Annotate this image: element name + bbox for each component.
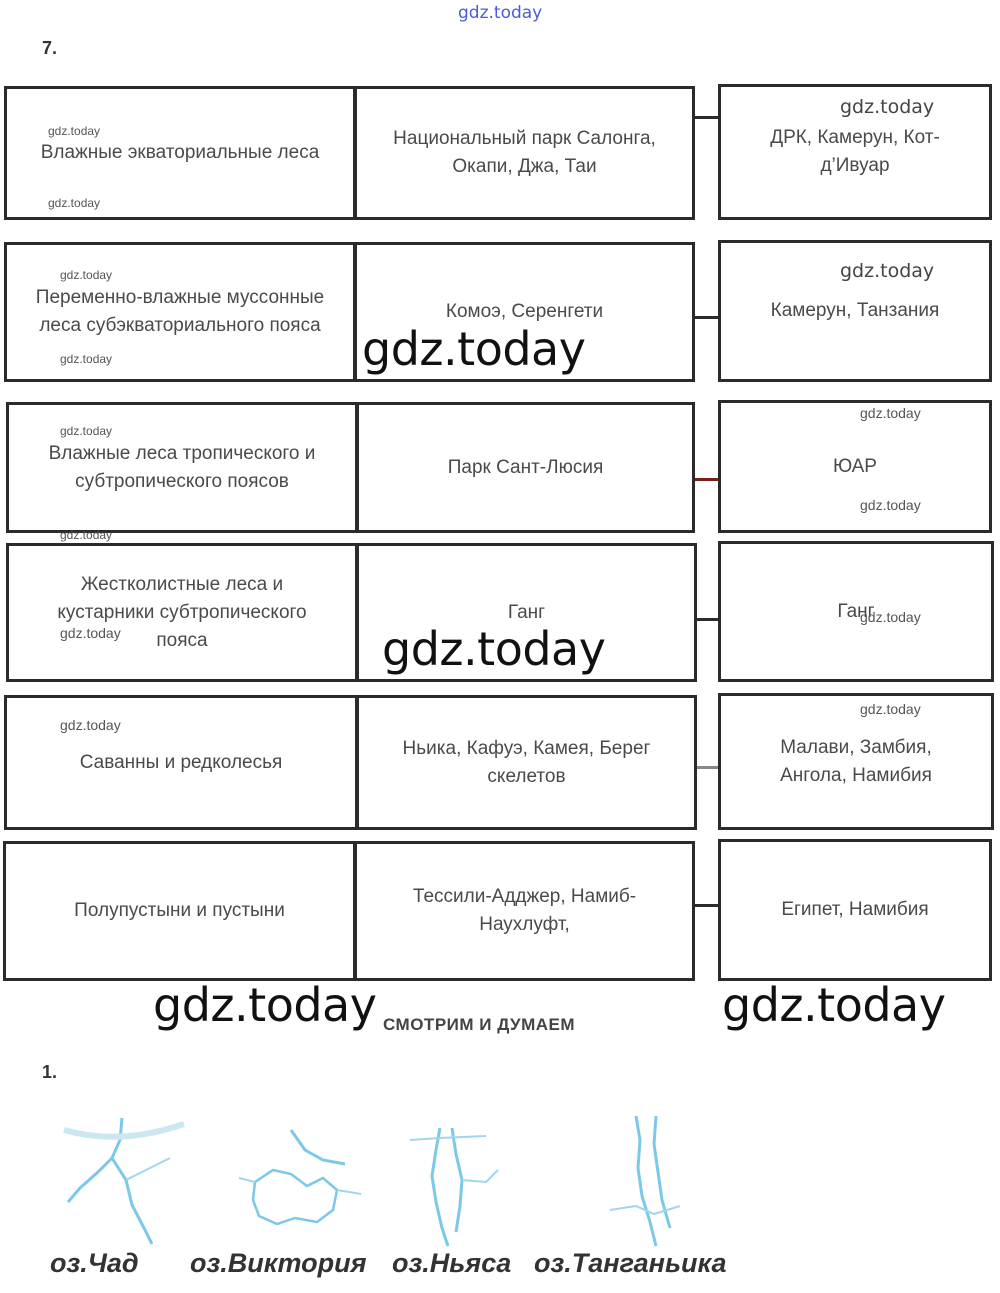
watermark: gdz.today <box>60 424 113 438</box>
connector-line <box>695 116 719 119</box>
connector-line <box>695 316 719 319</box>
watermark: gdz.today <box>860 497 921 513</box>
countries-text: Ангола, Намибия <box>780 764 932 786</box>
countries-cell-6 <box>718 839 992 981</box>
top-watermark: gdz.today <box>458 3 543 23</box>
parks-cell-3 <box>356 402 695 533</box>
countries-text: ДРК, Камерун, Кот- <box>770 127 940 148</box>
watermark-large: gdz.today <box>362 322 586 376</box>
countries-text: ЮАР <box>833 455 877 477</box>
countries-text: Малави, Замбия, <box>780 736 932 758</box>
watermark: gdz.today <box>860 609 921 625</box>
zone-text: Саванны и редколесья <box>79 751 283 773</box>
zone-text: Жестколистные леса и <box>80 573 284 595</box>
lake-nyasa-sketch <box>400 1110 510 1250</box>
countries-text: д’Ивуар <box>820 155 890 176</box>
zone-text: Влажные леса тропического и <box>48 442 316 464</box>
countries-cell-5 <box>718 693 994 830</box>
countries-text: Ганг <box>837 600 875 622</box>
parks-text: Парк Сант-Люсия <box>447 456 604 478</box>
parks-text: скелетов <box>487 765 566 787</box>
watermark-large: gdz.today <box>722 978 946 1032</box>
lake-label: оз.Танганьика <box>534 1248 727 1278</box>
countries-cell-4 <box>718 541 994 682</box>
watermark: gdz.today <box>60 717 121 733</box>
zone-text: Переменно-влажные муссонные <box>35 287 325 308</box>
zone-text: субтропического поясов <box>75 470 289 492</box>
zone-cell-6 <box>3 841 356 981</box>
zone-cell-2 <box>4 242 356 382</box>
parks-text: Комоэ, Серенгети <box>445 301 604 322</box>
watermark-large: gdz.today <box>153 978 377 1032</box>
lake-chad-sketch <box>60 1110 190 1250</box>
connector-line <box>697 766 719 769</box>
parks-text: Окапи, Джа, Таи <box>452 156 597 177</box>
zone-text: Влажные экваториальные леса <box>40 142 320 163</box>
task-number: 7. <box>42 38 58 58</box>
zone-cell-3 <box>6 402 358 533</box>
parks-cell-6 <box>354 841 695 981</box>
watermark: gdz.today <box>860 405 921 421</box>
task-number: 1. <box>42 1062 58 1082</box>
watermark: gdz.today <box>840 96 935 118</box>
watermark: gdz.today <box>60 528 113 542</box>
lake-victoria-sketch <box>225 1120 375 1250</box>
lake-label: оз.Виктория <box>190 1248 367 1278</box>
zone-text: пояса <box>156 629 208 651</box>
connector-line <box>695 478 719 481</box>
watermark: gdz.today <box>60 352 113 366</box>
connector-line <box>697 618 719 621</box>
parks-text: Ганг <box>507 601 546 623</box>
countries-text: Камерун, Танзания <box>770 300 940 321</box>
zone-text: кустарники субтропического <box>57 601 307 623</box>
parks-cell-1 <box>354 86 695 220</box>
countries-cell-3 <box>718 400 992 533</box>
parks-text: Национальный парк Салонга, <box>393 128 656 149</box>
zone-text: Полупустыни и пустыни <box>74 900 285 921</box>
lake-label: оз.Чад <box>50 1248 139 1278</box>
lake-tanganyika-sketch <box>600 1110 700 1250</box>
zone-cell-4 <box>6 543 358 682</box>
watermark: gdz.today <box>48 124 101 138</box>
connector-line <box>695 904 719 907</box>
watermark: gdz.today <box>860 701 921 717</box>
watermark: gdz.today <box>48 196 101 210</box>
zone-text: леса субэкваториального пояса <box>39 315 321 336</box>
watermark-large: gdz.today <box>382 622 606 676</box>
lake-label: оз.Ньяса <box>392 1248 512 1278</box>
watermark: gdz.today <box>840 260 935 282</box>
section-title: СМОТРИМ И ДУМАЕМ <box>383 1015 576 1034</box>
parks-text: Тессили-Адджер, Намиб- <box>412 886 637 907</box>
parks-text: Наухлуфт, <box>479 914 570 935</box>
watermark: gdz.today <box>60 268 113 282</box>
zone-cell-5 <box>4 695 358 830</box>
countries-text: Египет, Намибия <box>781 899 929 920</box>
parks-cell-5 <box>356 695 697 830</box>
watermark: gdz.today <box>60 625 121 641</box>
parks-text: Ньика, Кафуэ, Камея, Берег <box>402 737 651 759</box>
